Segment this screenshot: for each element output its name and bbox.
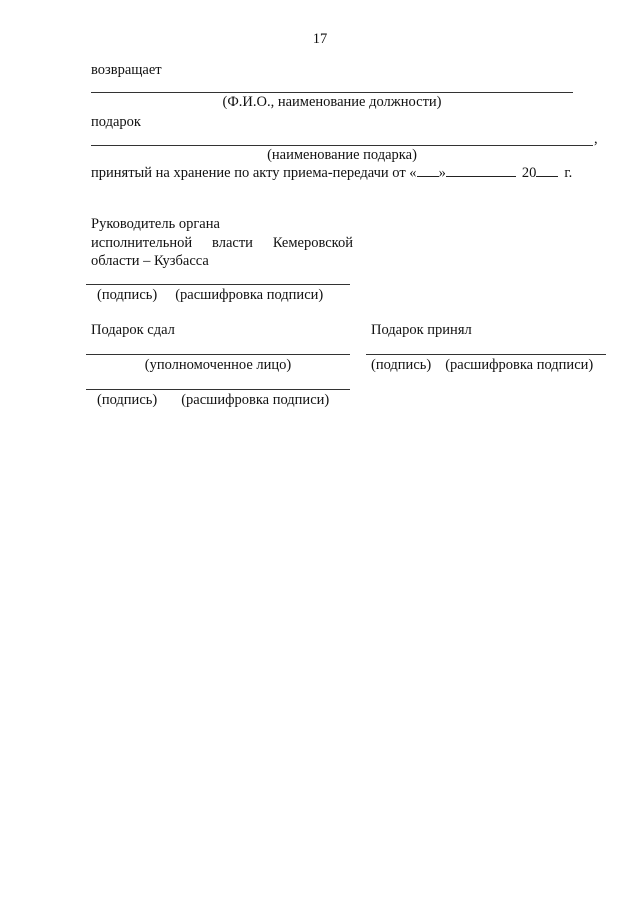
- handed-signature-line: [86, 389, 350, 390]
- head-signature-caption: (подпись): [97, 287, 158, 303]
- handed-authorized-line: [86, 354, 350, 355]
- act-line: [91, 164, 572, 182]
- head-title-line2: исполнительной власти Кемеровской: [91, 235, 353, 251]
- gift-accepted-label: Подарок принял: [371, 322, 472, 338]
- act-year-prefix: 20: [521, 165, 537, 181]
- accepted-decoding-caption: (расшифровка подписи): [445, 357, 594, 373]
- act-day-blank: [417, 164, 439, 177]
- head-title-line3: области – Кузбасса: [91, 253, 209, 269]
- act-month-blank: [446, 164, 516, 177]
- act-line-prefix: принятый на хранение по акту приема-передачи от «: [91, 165, 417, 181]
- handed-decoding-caption: (расшифровка подписи): [181, 392, 330, 408]
- fio-caption: (Ф.И.О., наименование должности): [222, 94, 442, 110]
- handed-signature-caption: (подпись): [97, 392, 158, 408]
- head-decoding-caption: (расшифровка подписи): [175, 287, 324, 303]
- act-quote-close: »: [438, 165, 446, 181]
- gift-handed-label: Подарок сдал: [91, 322, 175, 338]
- head-signature-captions: [97, 287, 323, 304]
- head-signature-line: [86, 284, 350, 285]
- page-number: 17: [312, 31, 328, 47]
- act-year-blank: [536, 164, 558, 177]
- handed-authorized-caption: (уполномоченное лицо): [144, 357, 292, 373]
- gift-name-line: [91, 145, 593, 146]
- accepted-signature-line: [366, 354, 606, 355]
- returns-label: возвращает: [91, 62, 162, 78]
- head-title-line1: Руководитель органа: [91, 216, 220, 232]
- gift-name-comma: ,: [594, 131, 598, 147]
- accepted-signature-captions: [371, 357, 593, 374]
- act-year-suffix: г.: [564, 165, 573, 181]
- gift-label: подарок: [91, 114, 141, 130]
- gift-name-caption: (наименование подарка): [267, 147, 417, 163]
- accepted-signature-caption: (подпись): [371, 357, 432, 373]
- handed-signature-captions: [97, 392, 329, 409]
- fio-signature-line: [91, 92, 573, 93]
